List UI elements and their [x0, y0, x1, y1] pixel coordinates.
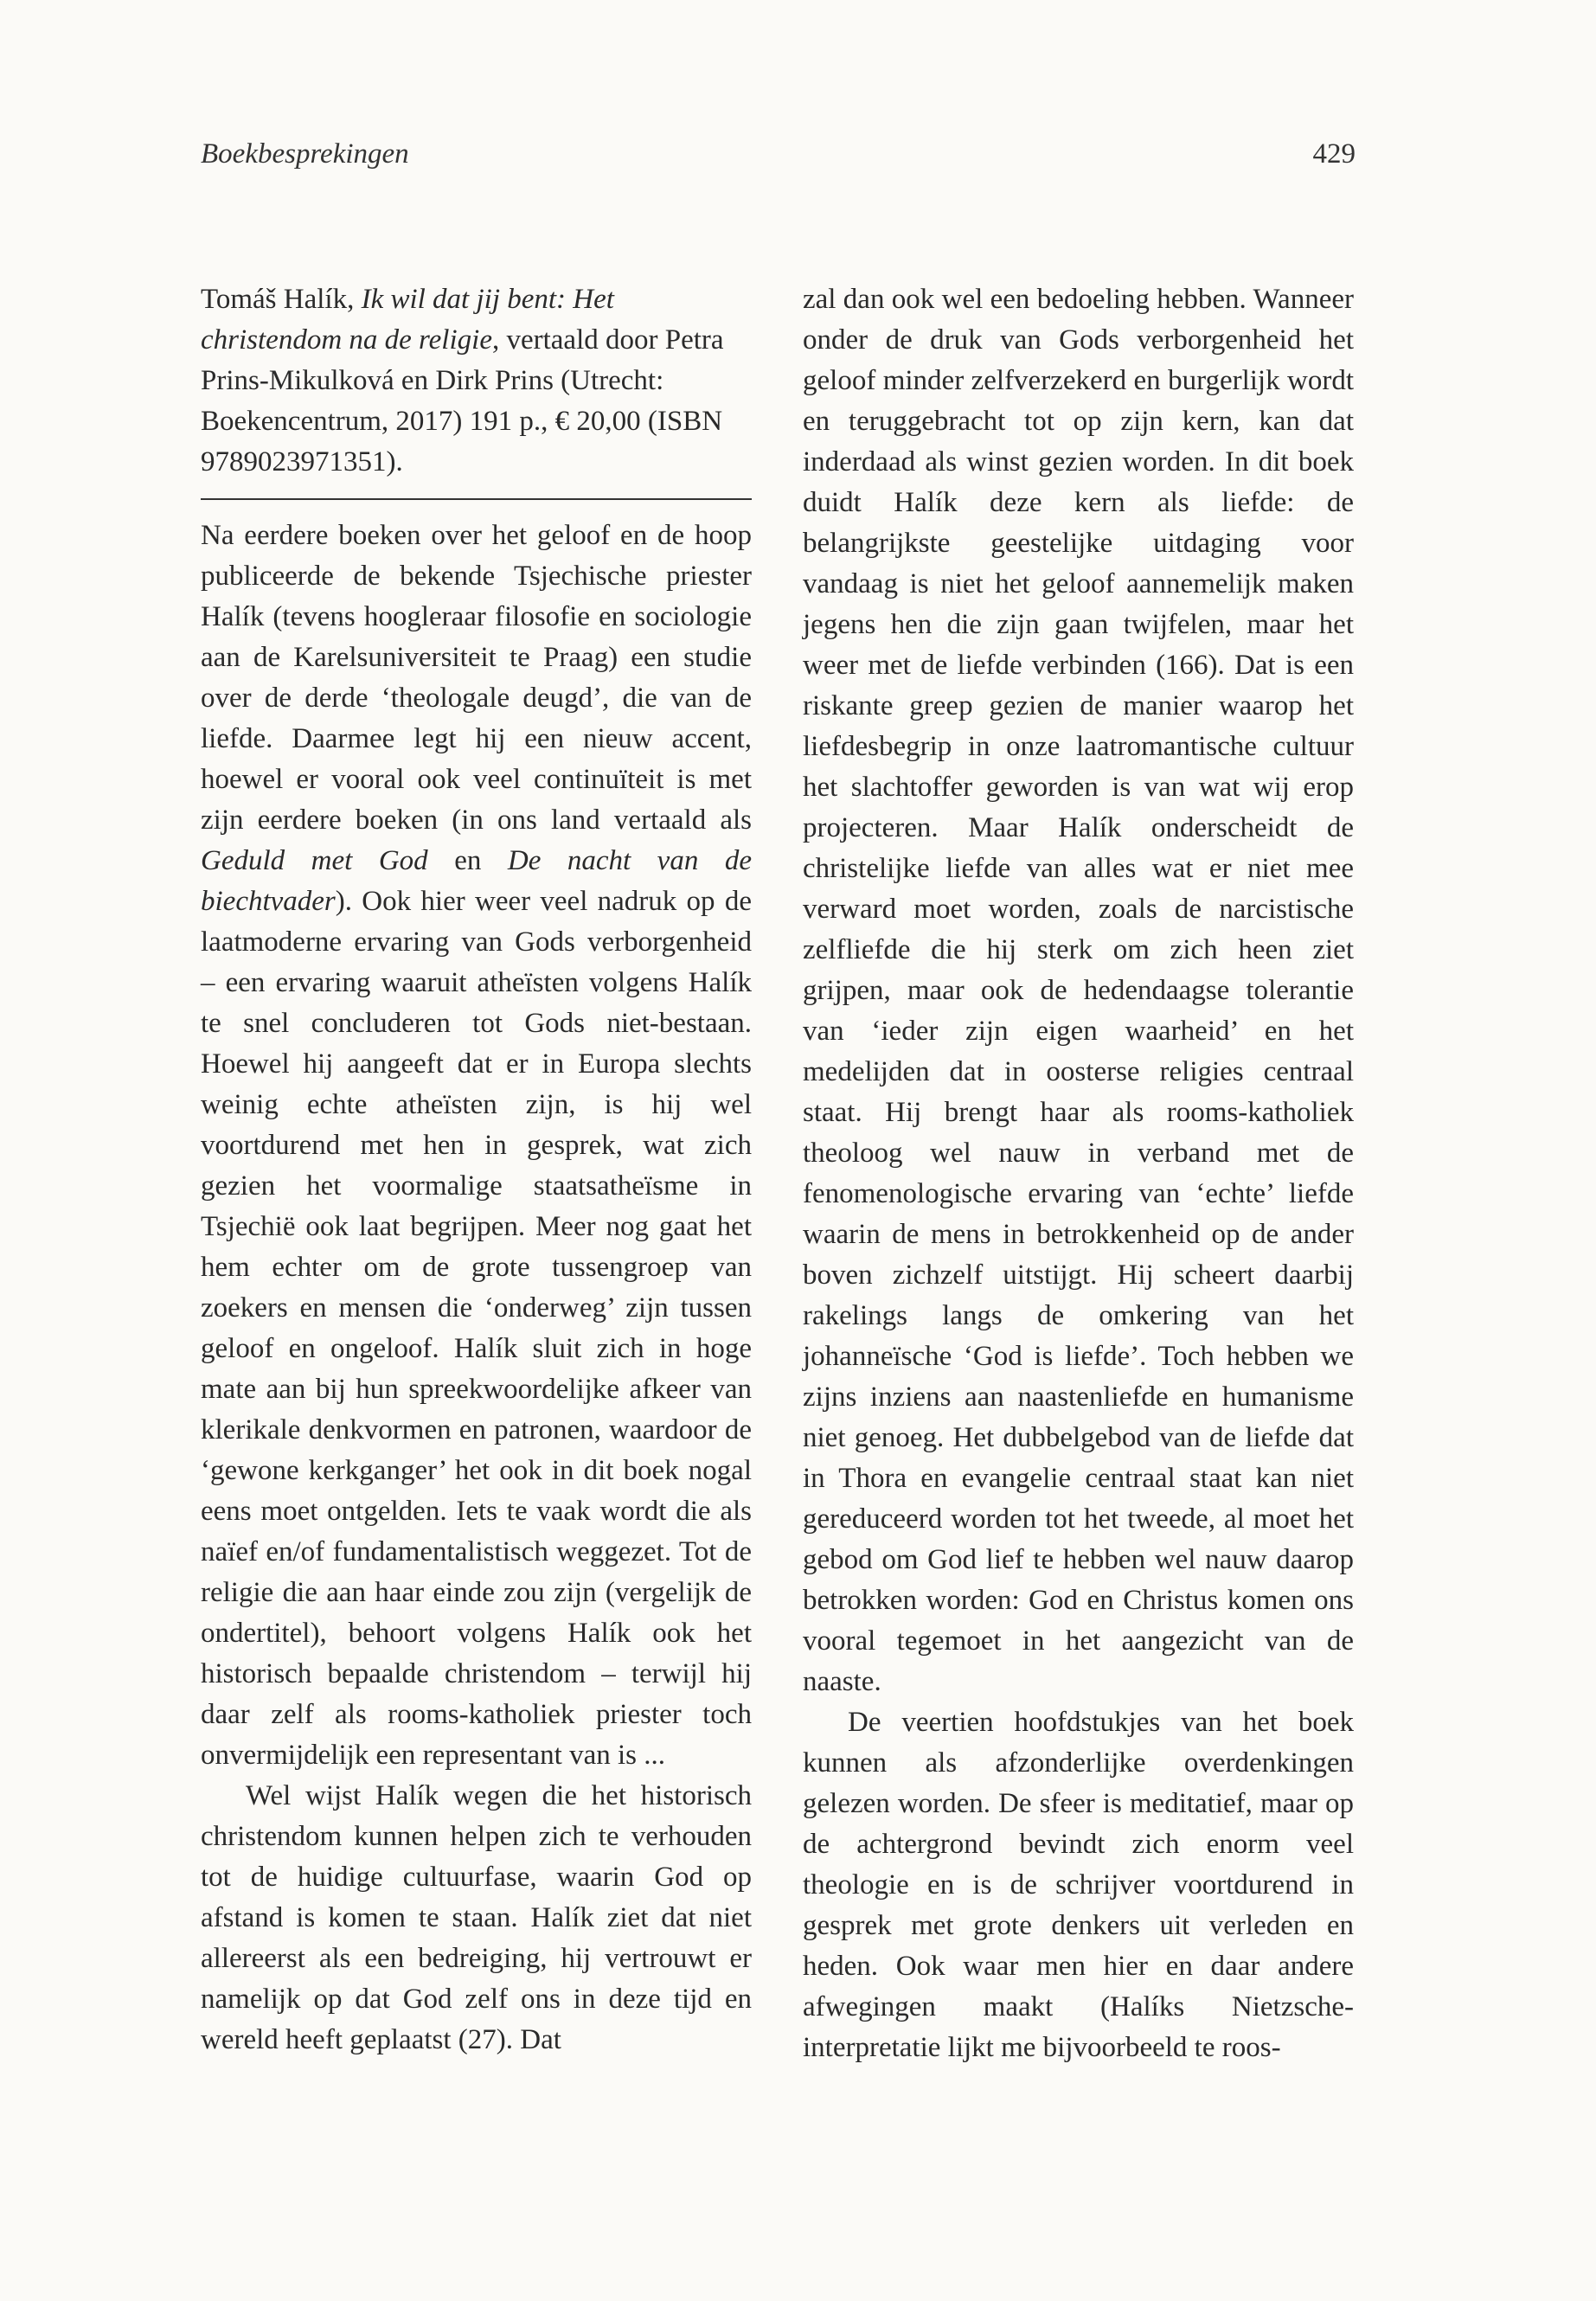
left-para1-text-c: ). Ook hier weer veel nadruk op de laatmoderne ervaring van Gods verborgenheid – een ervaring waaruit atheïsten volgens Halík te snel concluderen tot Gods niet-bestaan. Hoewel hij aangeeft dat er in Europa slechts weinig echte atheïsten zijn, is hij wel voortdurend met hen in gesprek, wat zich gezien het voormalige staatsatheïsme in Tsjechië ook laat begrijpen. Meer nog gaat het hem echter om de grote tussengroep van zoekers en mensen die ‘onderweg’ zijn tussen geloof en ongeloof. Halík sluit zich in hoge mate aan bij hun spreekwoordelijke afkeer van klerikale denkvormen en patronen, waardoor de ‘gewone kerkganger’ het ook in dit boek nogal eens moet ontgelden. Iets te vaak wordt die als naïef en/of fundamentalistisch weggezet. Tot de religie die aan haar einde zou zijn (vergelijk de ondertitel), behoort volgens Halík ook het historisch bepaalde christendom – terwijl hij daar zelf als rooms-katholiek priester toch onvermijdelijk een representant van is ...: [201, 886, 752, 1771]
book-title-nacht: De nacht van de biechtvader: [201, 845, 752, 917]
left-para1-text-b: en: [454, 845, 482, 876]
running-head: Boekbesprekingen: [201, 138, 409, 170]
right-paragraph-1: zal dan ook wel een bedoeling hebben. Wanneer onder de druk van Gods verborgenheid het geloof minder zelfverzekerd en burgerlijk wordt en teruggebracht tot op zijn kern, kan dat inderdaad als winst gezien worden. In dit boek duidt Halík deze kern als liefde: de belangrijkste geestelijke uitdaging voor vandaag is niet het geloof aannemelijk maken jegens hen die zijn gaan twijfelen, maar het weer met de liefde verbinden (166). Dat is een riskante greep gezien de manier waarop het liefdesbegrip in onze laatromantische cultuur het slachtoffer geworden is van wat wij erop projecteren. Maar Halík onderscheidt de christelijke liefde van alles wat er niet mee verward moet worden, zoals de narcistische zelfliefde die hij sterk om zich heen ziet grijpen, maar ook de hedendaagse tolerantie van ‘ieder zijn eigen waarheid’ en het medelijden dat in oosterse religies centraal staat. Hij brengt haar als rooms-katholiek theoloog wel nauw in verband met de fenomenologische ervaring van ‘echte’ liefde waarin de mens in betrokkenheid op de ander boven zichzelf uitstijgt. Hij scheert daarbij rakelings langs de omkering van het johanneïsche ‘God is liefde’. Toch hebben we zijns inziens aan naastenliefde en humanisme niet genoeg. Het dubbelgebod van de liefde dat in Thora en evangelie centraal staat kan niet gereduceerd worden tot het tweede, al moet het gebod om God lief te hebben wel nauw daarop betrokken worden: God en Christus komen ons vooral tegemoet in het aangezicht van de naaste.: [803, 284, 1354, 1697]
citation-divider: [201, 498, 752, 500]
left-column: [201, 279, 752, 2061]
citation-details: , vertaald door Petra Prins-Mikulková en Dirk Prins (Utrecht: Boekencentrum, 2017) 191 p., € 20,00 (ISBN 9789023971351).: [201, 324, 724, 478]
citation-title: Ik wil dat jij bent: Het christendom na de religie: [201, 284, 614, 356]
left-paragraph-2: Wel wijst Halík wegen die het historisch christendom kunnen helpen zich te verhouden tot de huidige cultuurfase, waarin God op afstand is komen te staan. Halík ziet dat niet allereerst als een bedreiging, hij vertrouwt er namelijk op dat God zelf ons in deze tijd en wereld heeft geplaatst (27). Dat: [201, 1780, 752, 2055]
citation-author: Tomáš Halík,: [201, 284, 355, 315]
page-number: 429: [1312, 138, 1356, 170]
left-paragraph-1: [201, 516, 752, 1776]
right-paragraph-2: De veertien hoofdstukjes van het boek kunnen als afzonderlijke overdenkingen gelezen worden. De sfeer is meditatief, maar op de achtergrond bevindt zich enorm veel theologie en is de schrijver voortdurend in gesprek met grote denkers uit verleden en heden. Ook waar men hier en daar andere afwegingen maakt (Halíks Nietzsche-interpretatie lijkt me bijvoorbeeld te roos-: [803, 1707, 1354, 2063]
right-column: [803, 279, 1354, 2068]
left-para1-text-a: Na eerdere boeken over het geloof en de hoop publiceerde de bekende Tsjechische priester Halík (tevens hoogleraar filosofie en sociologie aan de Karelsuniversiteit te Praag) een studie over de derde ‘theologale deugd’, die van de liefde. Daarmee legt hij een nieuw accent, hoewel er vooral ook veel continuïteit is met zijn eerdere boeken (in ons land vertaald als: [201, 520, 752, 836]
book-citation: [201, 279, 752, 483]
book-title-geduld: Geduld met God: [201, 845, 428, 876]
